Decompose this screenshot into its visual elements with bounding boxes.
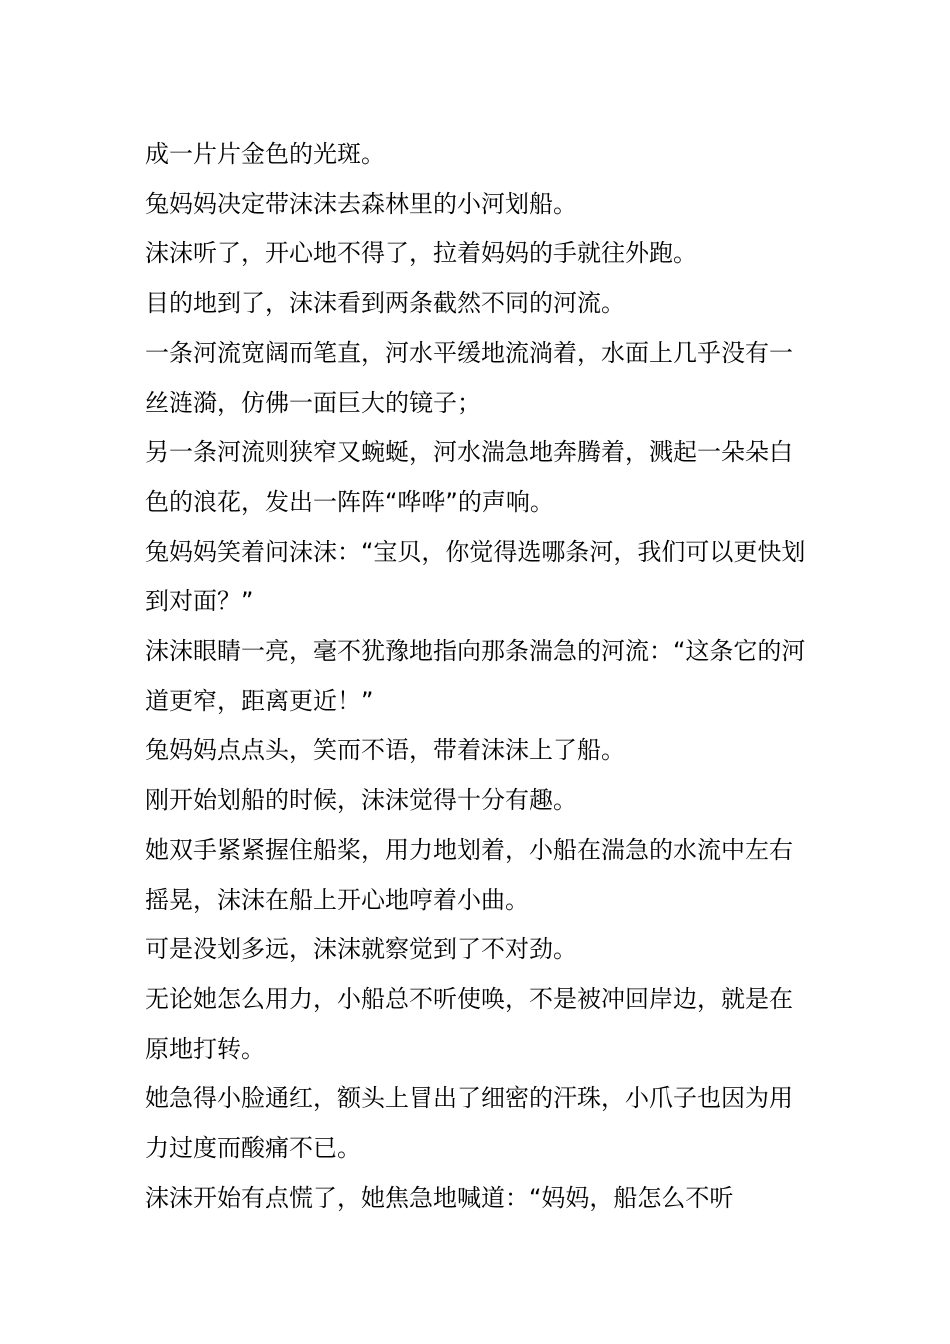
story-text [145,130,810,1223]
paragraph: 兔妈妈笑着问沫沫：“宝贝，你觉得选哪条河，我们可以更快划到对面？” [145,537,806,616]
paragraph: 成一片片金色的光斑。 [145,140,385,168]
paragraph: 刚开始划船的时候，沫沫觉得十分有趣。 [145,786,577,815]
paragraph: 目的地到了，沫沫看到两条截然不同的河流。 [145,289,625,318]
paragraph: 沫沫听了，开心地不得了，拉着妈妈的手就往外跑。 [145,239,697,268]
paragraph: 沫沫开始有点慌了，她焦急地喊道：“妈妈，船怎么不听 [145,1183,734,1212]
paragraph: 她急得小脸通红，额头上冒出了细密的汗珠，小爪子也因为用力过度而酸痛不已。 [145,1084,793,1163]
paragraph: 她双手紧紧握住船桨，用力地划着，小船在湍急的水流中左右摇晃，沫沫在船上开心地哼着小曲。 [145,835,793,914]
paragraph: 兔妈妈决定带沫沫去森林里的小河划船。 [145,189,577,218]
paragraph: 无论她怎么用力，小船总不听使唤，不是被冲回岸边，就是在原地打转。 [145,984,793,1063]
paragraph: 另一条河流则狭窄又蜿蜒，河水湍急地奔腾着，溅起一朵朵白色的浪花，发出一阵阵“哗哗”的声响。 [145,438,793,516]
paragraph: 一条河流宽阔而笔直，河水平缓地流淌着，水面上几乎没有一丝涟漪，仿佛一面巨大的镜子； [145,338,793,417]
paragraph: 可是没划多远，沫沫就察觉到了不对劲。 [145,935,577,964]
paragraph: 兔妈妈点点头，笑而不语，带着沫沫上了船。 [145,736,625,765]
paragraph: 沫沫眼睛一亮，毫不犹豫地指向那条湍急的河流：“这条它的河道更窄，距离更近！” [145,637,806,715]
